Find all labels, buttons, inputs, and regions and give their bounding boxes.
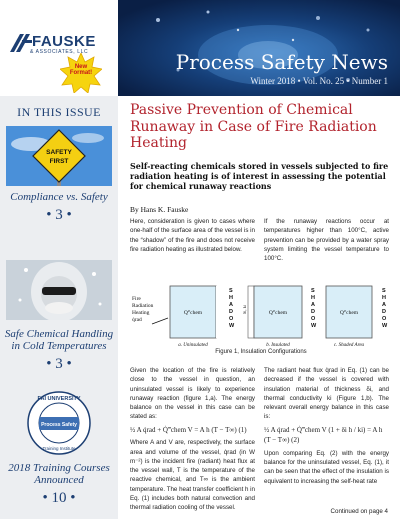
logo-area [0, 0, 118, 96]
fai-university-badge-icon [24, 390, 94, 456]
paragraph-water-spray: If the runaway reactions occur at temperatures higher than 100°C, active prevention can be provided by a water spray system limiting the vessel temperature to 100°C. [264, 218, 389, 263]
shadow-text-b: S [311, 288, 315, 294]
svg-text:W: W [382, 323, 388, 329]
svg-text:D: D [382, 309, 386, 315]
shadow-text-a: S [229, 288, 233, 294]
sidebar-page-cold-handling: • 3 • [46, 356, 72, 372]
badge-top-text: FAI UNIVERSITY [37, 396, 81, 402]
equation-1: ½ A q̇rad + Q̇‴chem V = A h (T − T∞) (1) [130, 425, 247, 434]
column-right-bottom [264, 366, 389, 486]
shadow-text-c: S [382, 288, 386, 294]
cold-weather-thumbnail[interactable] [6, 260, 112, 320]
article-subtitle: Self-reacting chemicals stored in vessels subjected to fire radiation heating is of interest in assessing the potential for chemical runaway reactions [130, 161, 389, 191]
new-format-label: New Format! [69, 64, 93, 77]
fire-label-1: Fire [132, 296, 141, 302]
svg-text:A: A [229, 302, 233, 308]
figure-caption: Figure 1, Insulation Configurations [215, 349, 307, 355]
sidebar-heading: IN THIS ISSUE [17, 105, 101, 119]
fire-arrow-a [152, 318, 168, 324]
logo-subtitle: & ASSOCIATES, LLC [30, 49, 89, 55]
chem-label-b: Q‴chem [268, 310, 288, 316]
sign-text-safety: SAFETY [46, 149, 72, 156]
sidebar-caption-compliance: Compliance vs. Safety [10, 191, 108, 203]
paragraph-comparison: Upon comparing Eq. (2) with the energy balance for the uninsulated vessel, Eq. (1), it can be seen that the effect of the insulation is equivalent to increasing the self-heat rate [264, 449, 389, 485]
svg-text:W: W [311, 323, 317, 329]
continued-link[interactable]: Continued on page 4 [330, 508, 388, 515]
safety-sign-image [6, 126, 112, 186]
sign-text-first: FIRST [49, 158, 69, 165]
shadow-band-a [216, 286, 222, 338]
equation-2: ½ A q̇rad + Q̇‴chem V (1 + δi h / ki) = A h (T − T∞) (2) [264, 425, 383, 445]
paragraph-insulated: The radiant heat flux q̇rad in Eq. (1) can be decreased if the vessel is covered with insulation material of thickness δi, and thermal conductivity ki (Figure 1,b). The relevant overall energy balance in this case is: [264, 367, 389, 421]
svg-text:D: D [229, 309, 233, 315]
cold-person-image [6, 260, 112, 320]
svg-text:O: O [382, 316, 387, 322]
safety-first-thumbnail[interactable] [6, 126, 112, 186]
paragraph-uninsulated: Given the location of the fire is relatively close to the vessel in question, an uninsulated vessel is likely to experience runaway reaction (figure 1,a). The energy balance on the vessel in this case can be stated as: [130, 367, 255, 421]
sidebar-page-compliance: • 3 • [46, 207, 72, 223]
chem-label-a: Q‴chem [183, 310, 203, 316]
sidebar-caption-cold-handling: Safe Chemical Handling in Cold Temperatures [4, 328, 114, 353]
sidebar-caption-training: 2018 Training Courses Announced [8, 462, 110, 487]
panel-label-b: b. Insulated [266, 343, 290, 348]
svg-text:O: O [229, 316, 234, 322]
chem-label-c: Q‴chem [339, 310, 359, 316]
sidebar-page-training: • 10 • [42, 490, 76, 506]
article [118, 96, 400, 519]
fauske-logo-icon [10, 34, 32, 52]
panel-label-c: c. Shaded Area [333, 343, 365, 348]
fire-label-3: Heating [132, 310, 150, 316]
svg-text:A: A [382, 302, 386, 308]
panel-label-a: a. Uninsulated [178, 343, 208, 348]
article-byline: By Hans K. Fauske [130, 205, 189, 214]
paragraph-definitions: Where A and V are, respectively, the surface area and volume of the vessel, q̇rad (in W m⁻²) is the incident fire (radiant) heat flux at the vessel wall, T is the temperature of the reactive chemical, and T∞ is the ambient temperature. The heat transfer coefficient h in Eq. (1) includes both natural convection and thermal radiation cooling of the vessel. [130, 439, 255, 512]
insulation-symbol: δi, ki [242, 304, 247, 314]
svg-text:H: H [229, 295, 233, 301]
insulation-layer-b [248, 286, 254, 338]
masthead-banner [118, 0, 400, 96]
fai-university-badge[interactable] [24, 390, 94, 456]
fire-label-2: Radiation [132, 303, 154, 309]
newsletter-title: Process Safety News [175, 50, 388, 74]
logo-name: FAUSKE [32, 33, 96, 50]
sidebar [0, 96, 118, 519]
column-left-bottom [130, 366, 255, 513]
fire-symbol: q̇rad [132, 317, 142, 323]
badge-bottom-text: Training Institute [42, 446, 76, 451]
badge-mid-text: Process Safety [41, 422, 77, 428]
svg-text:D: D [311, 309, 315, 315]
paragraph-intro: Here, consideration is given to cases where one-half of the surface area of the vessel is in the “shadow” of the fire and does not receive fire radiation heating as illustrated below. [130, 218, 255, 253]
insulation-figure [130, 278, 392, 358]
issue-info: Winter 2018 • Vol. No. 25 • Number 1 [250, 76, 388, 86]
svg-text:O: O [311, 316, 316, 322]
article-title: Passive Prevention of Chemical Runaway in Case of Fire Radiation Heating [130, 102, 377, 152]
svg-text:H: H [382, 295, 386, 301]
svg-text:W: W [229, 323, 235, 329]
svg-text:H: H [311, 295, 315, 301]
svg-text:A: A [311, 302, 315, 308]
